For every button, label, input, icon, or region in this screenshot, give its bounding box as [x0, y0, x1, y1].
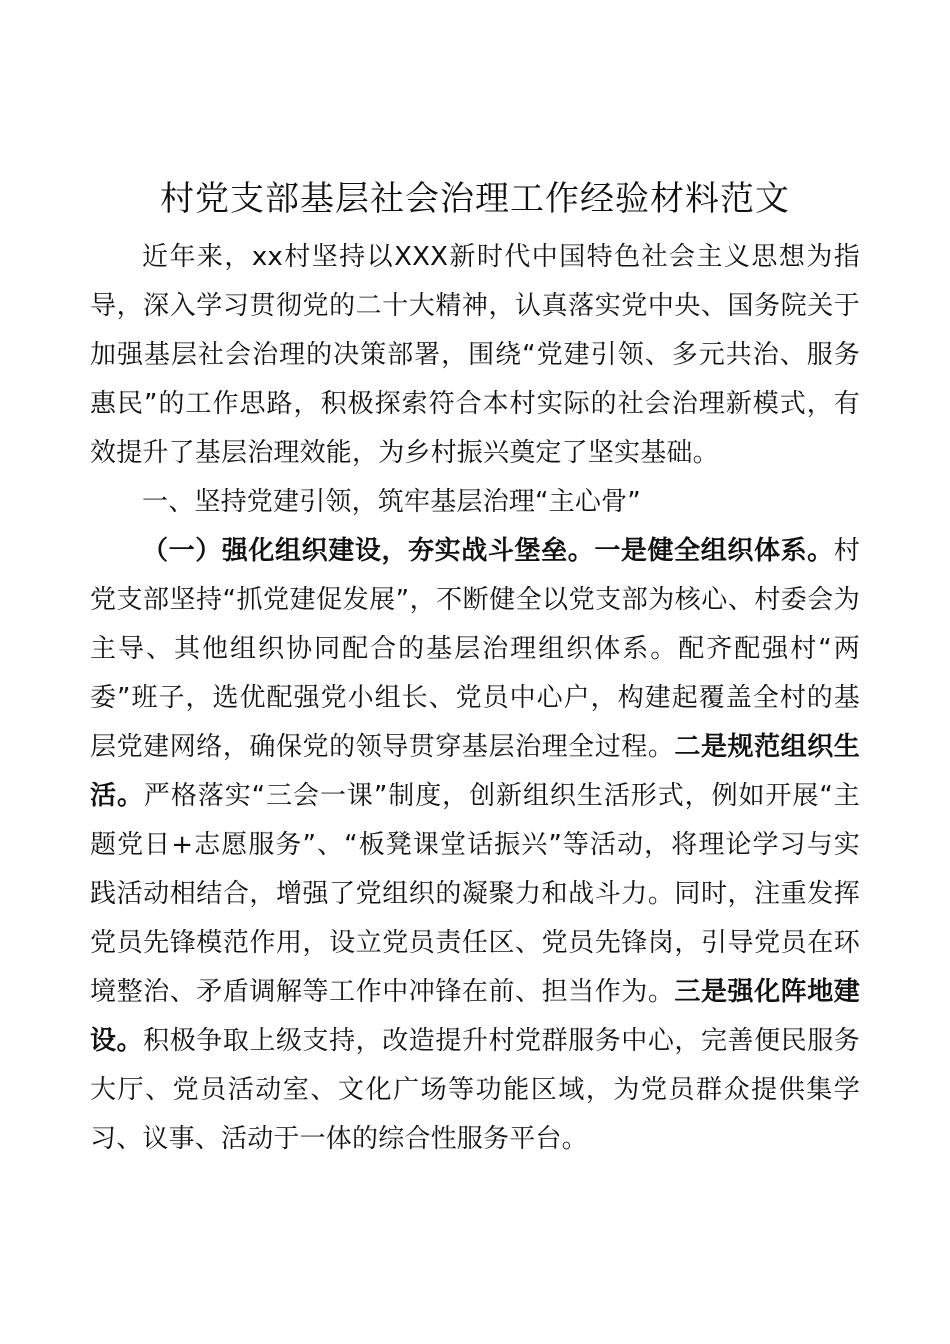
point-3-text: 积极争取上级支持，改造提升村党群服务中心，完善便民服务大厅、党员活动室、文化广场等功能区域，为党员群众提供集学习、议事、活动于一体的综合性服务平台。	[90, 1026, 861, 1154]
point-1-text: 村党支部坚持“抓党建促发展”，不断健全以党支部为核心、村委会为主导、其他组织协同配合的基层治理组织体系。配齐配强村“两委”班子，选优配强党小组长、党员中心户，构建起覆盖全村的基层党建网络，确保党的领导贯穿基层治理全过程。	[90, 536, 860, 762]
intro-paragraph: 近年来，xx村坚持以XXX新时代中国特色社会主义思想为指导，深入学习贯彻党的二十大精神，认真落实党中央、国务院关于加强基层社会治理的决策部署，围绕“党建引领、多元共治、服务惠民”的工作思路，积极探索符合本村实际的社会治理新模式，有效提升了基层治理效能，为乡村振兴奠定了坚实基础。	[90, 242, 860, 468]
point-2-text: 严格落实“三会一课”制度，创新组织生活形式，例如开展“主题党日+志愿服务”、“板凳课堂话振兴”等活动，将理论学习与实践活动相结合，增强了党组织的凝聚力和战斗力。同时，注重发挥党员先锋模范作用，设立党员责任区、党员先锋岗，引导党员在环境整治、矛盾调解等工作中冲锋在前、担当作为。	[90, 781, 860, 1007]
subsection-lead: （一）强化组织建设，夯实战斗堡垒。	[142, 536, 595, 566]
point-2-label: 二是规范组织生活。	[90, 732, 860, 811]
section-heading-1: 一、坚持党建引领，筑牢基层治理“主心骨”	[142, 487, 641, 517]
point-3-label: 三是强化阵地建设。	[90, 977, 860, 1056]
subsection-paragraph-1	[90, 527, 860, 1164]
document-title: 村党支部基层社会治理工作经验材料范文	[160, 179, 790, 219]
document-body	[90, 233, 860, 1164]
point-1-label: 一是健全组织体系。	[594, 536, 834, 566]
